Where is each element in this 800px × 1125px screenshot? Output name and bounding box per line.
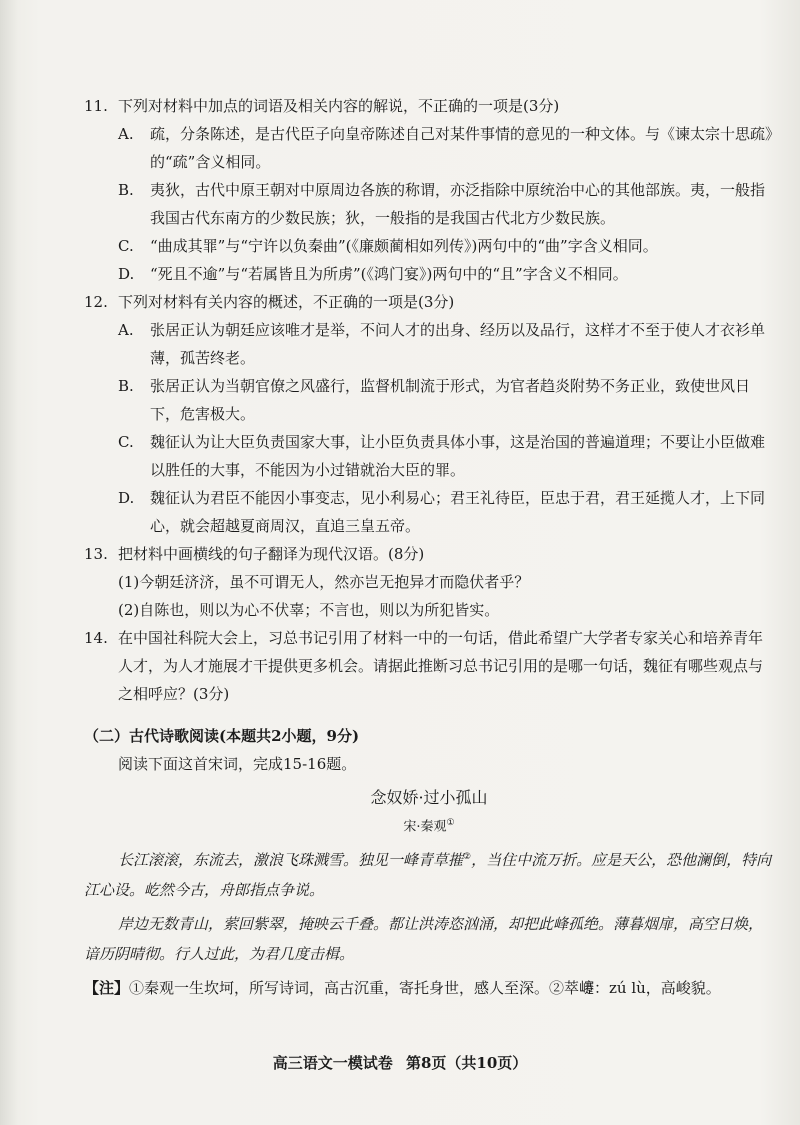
question-stem: 在中国社科院大会上，习总书记引用了材料一中的一句话，借此希望广大学者专家关心和培养青年人才，为人才施展才干提供更多机会。请据此推断习总书记引用的是哪一句话，魏征有哪些观点与之相呼应？(3分) [118, 629, 764, 703]
question-number: 11. [84, 97, 108, 115]
option-a [84, 316, 774, 372]
option-text: 疏，分条陈述，是古代臣子向皇帝陈述自己对某件事情的意见的一种文体。与《谏太宗十思疏》的“疏”含义相同。 [150, 125, 773, 171]
poem-stanza-1 [84, 842, 774, 905]
option-c [84, 428, 774, 484]
option-label: C. [118, 237, 134, 255]
question-14 [84, 624, 774, 708]
option-d [84, 484, 774, 540]
option-text: 魏征认为让大臣负责国家大事，让小臣负责具体小事，这是治国的普遍道理；不要让小臣做难以胜任的大事，不能因为小过错就治大臣的罪。 [150, 433, 766, 479]
option-d [84, 260, 774, 288]
option-c [84, 232, 774, 260]
section-intro: 阅读下面这首宋词，完成15-16题。 [118, 755, 357, 773]
option-b [84, 176, 774, 232]
question-11 [84, 92, 774, 120]
question-stem: 把材料中画横线的句子翻译为现代汉语。(8分) [118, 545, 425, 563]
note-text: ①秦观一生坎坷，所写诗词，高古沉重，寄托身世，感人至深。②萃𡾰：zú lù，高峻貌。 [129, 979, 721, 998]
question-13 [84, 540, 774, 568]
option-label: D. [118, 265, 135, 283]
exam-title: 高三语文一模试卷 [272, 1054, 393, 1072]
page-content [84, 92, 774, 1003]
poem-title: 念奴娇·过小孤山 [370, 788, 488, 807]
option-text: 魏征认为君臣不能因小事变志，见小利易心；君王礼待臣，臣忠于君，君王延揽人才，上下同心，就会超越夏商周汉，直追三皇五帝。 [150, 489, 766, 535]
question-number: 12. [84, 293, 108, 311]
question-stem: 下列对材料有关内容的概述，不正确的一项是(3分) [118, 293, 455, 311]
note-label: 【注】 [84, 979, 130, 998]
question-stem: 下列对材料中加点的词语及相关内容的解说，不正确的一项是(3分) [118, 97, 560, 115]
option-label: A. [118, 125, 134, 143]
option-label: B. [118, 181, 134, 199]
option-text: 张居正认为朝廷应该唯才是举，不问人才的出身、经历以及品行，这样才不至于使人才衣衫单薄，孤苦终老。 [150, 321, 766, 367]
option-text: 夷狄，古代中原王朝对中原周边各族的称谓，亦泛指除中原统治中心的其他部族。夷，一般指我国古代东南方的少数民族；狄，一般指的是我国古代北方少数民族。 [150, 181, 766, 227]
stanza-text: 长江滚滚，东流去，激浪飞珠溅雪。独见一峰青草摧 [118, 851, 464, 870]
sub-question-2: (2)自陈也，则以为心不伏辜；不言也，则以为所犯皆实。 [118, 601, 500, 619]
option-b [84, 372, 774, 428]
page-footer [0, 1052, 800, 1073]
section-title: （二）古代诗歌阅读(本题共2小题，9分) [84, 727, 360, 745]
poem-author [84, 812, 774, 838]
footnote-mark: ② [463, 852, 472, 863]
option-label: A. [118, 321, 134, 339]
option-label: C. [118, 433, 134, 451]
option-text: “死且不逾”与“若属皆且为所虏”(《鸿门宴》)两句中的“且”字含义不相同。 [150, 265, 628, 283]
poem-note [84, 973, 774, 1003]
footnote-mark: ① [446, 818, 455, 828]
question-number: 13. [84, 545, 108, 563]
question-number: 14. [84, 629, 108, 647]
option-text: 张居正认为当朝官僚之风盛行，监督机制流于形式，为官者趋炎附势不务正业，致使世风日下，危害极大。 [150, 377, 751, 423]
poem-author-name: 宋·秦观 [403, 819, 447, 835]
option-label: D. [118, 489, 135, 507]
page-number: 第8页（共10页） [405, 1054, 528, 1072]
stanza-text: ，当住中流万折。应是天公，恐他澜倒，特向江心设。屹然今古，舟郎指点争说。 [84, 851, 772, 900]
sub-question-1: (1)今朝廷济济，虽不可谓无人，然亦岂无抱异才而隐伏者乎？ [118, 573, 530, 591]
option-a [84, 120, 774, 176]
poem-stanza-2: 岸边无数青山，萦回紫翠，掩映云千叠。都让洪涛恣汹涌，却把此峰孤绝。薄暮烟扉，高空日焕，谙历阴晴彻。行人过此，为君几度击楫。 [84, 915, 764, 964]
question-12 [84, 288, 774, 316]
option-text: “曲成其罪”与“宁许以负秦曲”(《廉颇蔺相如列传》)两句中的“曲”字含义相同。 [150, 237, 658, 255]
option-label: B. [118, 377, 134, 395]
